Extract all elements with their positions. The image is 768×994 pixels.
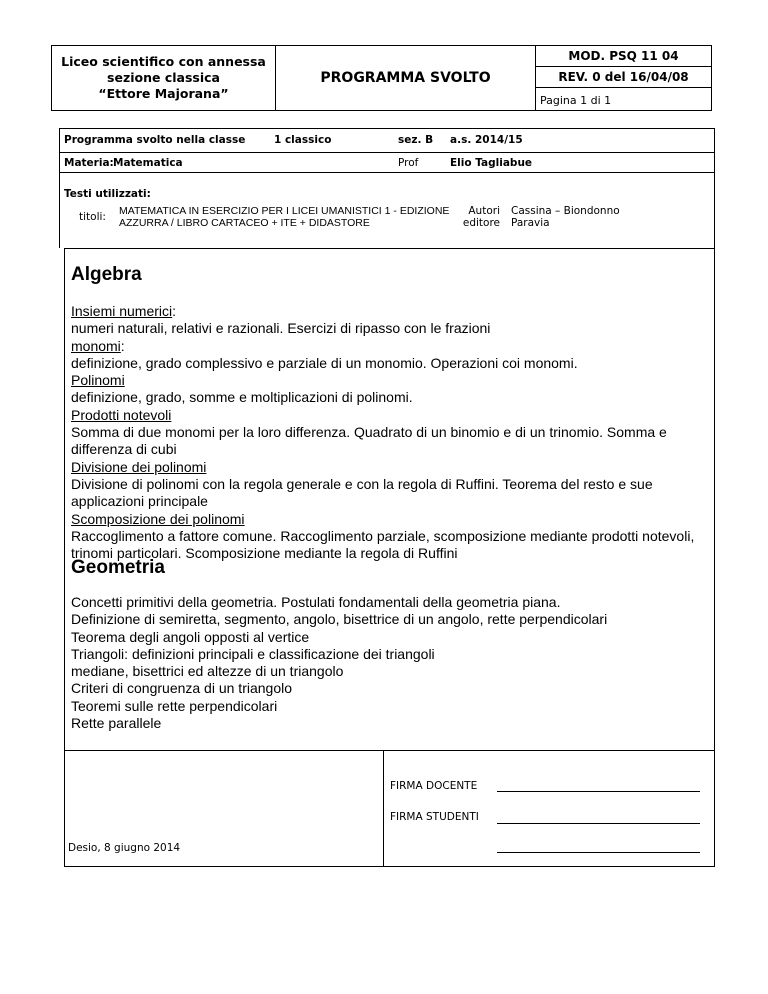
algebra-line: definizione, grado, somme e moltiplicazioni di polinomi. — [71, 389, 413, 406]
prof-value: Elio Tagliabue — [450, 157, 533, 169]
prof-label: Prof — [398, 157, 419, 169]
algebra-line: Somma di due monomi per la loro differenza. Quadrato di un binomio e di un trinomio. Somma e — [71, 424, 667, 441]
school-line-1: Liceo scientifico con annessa — [61, 54, 266, 69]
topic-prodotti-notevoli: Prodotti notevoli — [71, 406, 172, 423]
geometria-line: Teoremi sulle rette perpendicolari — [71, 697, 278, 714]
firma-docente-label: FIRMA DOCENTE — [390, 780, 478, 792]
topic-monomi: monomi — [71, 337, 121, 354]
revision: REV. 0 del 16/04/08 — [535, 66, 712, 88]
punctuation: : — [120, 337, 125, 354]
section-value: sez. B — [398, 134, 434, 146]
algebra-line: definizione, grado complessivo e parziale di un monomio. Operazioni coi monomi. — [71, 354, 578, 371]
topic-scomposizione-polinomi: Scomposizione dei polinomi — [71, 510, 245, 527]
autori-label: Autori — [468, 205, 500, 217]
topic-polinomi: Polinomi — [71, 372, 125, 389]
firma-studenti-label: FIRMA STUDENTI — [390, 811, 479, 823]
geometria-line: Criteri di congruenza di un triangolo — [71, 680, 293, 697]
materia-value: Matematica — [113, 157, 183, 169]
algebra-line: Divisione di polinomi con la regola generale e con la regola di Ruffini. Teorema del resto e sue — [71, 475, 653, 492]
algebra-heading: Algebra — [71, 264, 142, 285]
algebra-line — [71, 303, 697, 320]
geometria-content — [71, 594, 697, 732]
algebra-line: applicazioni principale — [71, 493, 208, 510]
geometria-line: mediane, bisettrici ed altezze di un triangolo — [71, 663, 344, 680]
class-info-divider — [59, 152, 715, 153]
titoli-label: titoli: — [79, 211, 106, 223]
algebra-line: trinomi particolari. Scomposizione mediante la regola di Ruffini — [71, 545, 458, 562]
classe-label: Programma svolto nella classe — [64, 134, 246, 146]
editore-value: Paravia — [511, 217, 550, 229]
classe-value: 1 classico — [274, 134, 332, 146]
geometria-heading: Geometria — [71, 557, 165, 578]
algebra-line: numeri naturali, relativi e razionali. Esercizi di ripasso con le frazioni — [71, 320, 491, 337]
textbooks-label: Testi utilizzati: — [64, 188, 151, 200]
page-number: Pagina 1 di 1 — [535, 87, 712, 111]
materia-label: Materia: — [64, 157, 114, 169]
punctuation: : — [172, 303, 177, 319]
algebra-line — [71, 338, 697, 355]
textbook-title — [119, 205, 449, 229]
document-title: PROGRAMMA SVOLTO — [275, 45, 536, 111]
place-date: Desio, 8 giugno 2014 — [68, 842, 181, 854]
autori-editore-values — [511, 205, 620, 229]
firma-studenti-line-1[interactable] — [497, 823, 700, 824]
firma-docente-line[interactable] — [497, 791, 700, 792]
editore-label: editore — [462, 217, 500, 229]
signature-divider — [383, 750, 384, 867]
textbook-title-line-1: MATEMATICA IN ESERCIZIO PER I LICEI UMANISTICI 1 - EDIZIONE — [119, 205, 450, 217]
algebra-content — [71, 303, 697, 562]
algebra-line: differenza di cubi — [71, 441, 177, 458]
geometria-line: Definizione di semiretta, segmento, angolo, bisettrice di un angolo, rette perpendicolari — [71, 611, 608, 628]
autori-value: Cassina – Biondonno — [511, 205, 620, 217]
module-code: MOD. PSQ 11 04 — [535, 45, 712, 67]
geometria-line: Triangoli: definizioni principali e classificazione dei triangoli — [71, 645, 435, 662]
textbook-title-line-2: AZZURRA / LIBRO CARTACEO + ITE + DIDASTORE — [119, 217, 370, 229]
geometria-line: Rette parallele — [71, 715, 162, 732]
school-name — [51, 45, 276, 111]
firma-studenti-line-2[interactable] — [497, 852, 700, 853]
school-year: a.s. 2014/15 — [450, 134, 523, 146]
autori-editore-labels — [460, 205, 500, 229]
topic-divisione-polinomi: Divisione dei polinomi — [71, 458, 207, 475]
school-line-3: “Ettore Majorana” — [98, 86, 229, 101]
algebra-line: Raccoglimento a fattore comune. Raccoglimento parziale, scomposizione mediante prodotti notevoli, — [71, 527, 695, 544]
school-line-2: sezione classica — [107, 70, 220, 85]
geometria-line: Teorema degli angoli opposti al vertice — [71, 628, 310, 645]
topic-insiemi-numerici: Insiemi numerici — [71, 303, 173, 319]
geometria-line: Concetti primitivi della geometria. Postulati fondamentali della geometria piana. — [71, 594, 561, 610]
